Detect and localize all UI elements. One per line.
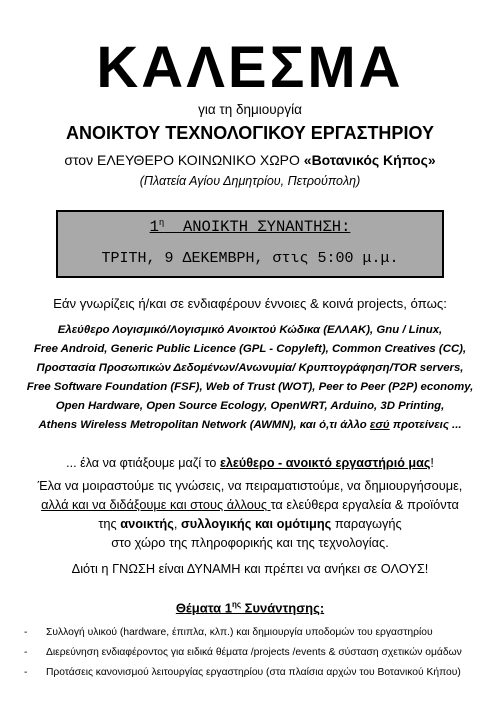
agenda-title-suffix: Συνάντησης: xyxy=(241,600,325,616)
agenda-item xyxy=(24,666,461,680)
topic-last-prefix: Athens Wireless Metropolitan Network (AWMN), και ό,τι άλλο xyxy=(38,419,370,431)
agenda-item xyxy=(24,626,433,640)
paragraph-line-2-rest: τα ελεύθερα εργαλεία & προϊόντα xyxy=(270,497,459,512)
meeting-ordinal: 1 xyxy=(149,218,159,237)
bullet-dash: - xyxy=(24,667,28,678)
bullet-dash: - xyxy=(24,627,28,638)
topic-line: Free Software Foundation (FSF), Web of Trust (WOT), Peer to Peer (P2P) economy, xyxy=(26,381,474,393)
meeting-datetime: ΤΡΙΤΗ, 9 ΔΕΚΕΜΒΡΗ, στις 5:00 μ.μ. xyxy=(101,250,399,267)
venue-prefix: στον ΕΛΕΥΘΕΡΟ ΚΟΙΝΩΝΙΚΟ ΧΩΡΟ xyxy=(64,152,304,168)
call-prefix: ... έλα να φτιάξουμε μαζί το xyxy=(66,456,220,470)
paragraph-line-3 xyxy=(0,516,500,532)
slogan: Διότι η ΓΝΩΣΗ είναι ΔΥΝΑΜΗ και πρέπει να ανήκει σε ΟΛΟΥΣ! xyxy=(71,561,429,576)
paragraph-part: της xyxy=(98,516,121,531)
call-emphasis: ελεύθερο - ανοικτό εργαστήριό μας xyxy=(219,456,431,470)
agenda-item xyxy=(24,646,462,660)
meeting-label: ΑΝΟΙΚΤΗ ΣΥΝΑΝΤΗΣΗ: xyxy=(182,218,351,237)
agenda-title-prefix: Θέματα 1 xyxy=(175,600,233,616)
agenda-item-text: Προτάσεις κανονισμού λειτουργίας εργαστηρίου (στα πλαίσια αρχών του Βοτανικού Κήπου) xyxy=(46,667,461,678)
agenda-title xyxy=(0,597,500,616)
agenda-item-text: Συλλογή υλικού (hardware, έπιπλα, κλπ.) και δημιουργία υποδομών του εργαστηρίου xyxy=(46,627,433,638)
topic-last-suffix: προτείνεις ... xyxy=(389,419,462,431)
topic-last-emph: εσύ xyxy=(369,419,390,431)
subtitle-line-2: ΑΝΟΙΚΤΟΥ ΤΕΧΝΟΛΟΓΙΚΟΥ ΕΡΓΑΣΤΗΡΙΟΥ xyxy=(66,123,434,143)
paragraph-bold: συλλογικής και ομότιμης xyxy=(181,516,332,531)
subtitle-line-1: για τη δημιουργία xyxy=(198,102,302,117)
paragraph-part: παραγωγής xyxy=(331,516,402,531)
intro-text: Εάν γνωρίζεις ή/και σε ενδιαφέρουν έννοιες & κοινά projects, όπως: xyxy=(53,296,447,311)
topic-line: Προστασία Προσωπικών Δεδομένων/Ανωνυμία/ Κρυπτογράφηση/TOR servers, xyxy=(36,362,464,374)
call-suffix: ! xyxy=(430,456,434,470)
bullet-dash: - xyxy=(24,647,28,658)
topic-line: Open Hardware, Open Source Ecology, OpenWRT, Arduino, 3D Printing, xyxy=(55,400,445,412)
paragraph-bold: ανοικτής xyxy=(120,516,174,531)
paragraph-line-4: στο χώρο της πληροφορικής και της τεχνολογίας. xyxy=(111,535,389,550)
meeting-ordinal-sup: η xyxy=(158,218,165,228)
meeting-box xyxy=(56,210,444,278)
subtitle-line-3 xyxy=(0,151,500,169)
topic-line: Ελεύθερο Λογισμικό/Λογισμικό Ανοικτού Κώδικα (ΕΛΛΑΚ), Gnu / Linux, xyxy=(57,324,443,336)
topic-line: Free Android, Generic Public Licence (GPL - Copyleft), Common Creatives (CC), xyxy=(33,343,467,355)
agenda-item-text: Διερεύνηση ενδιαφέροντος για ειδικά θέματα /projects /events & σύσταση σχετικών ομάδων xyxy=(46,647,462,658)
paragraph-line-2 xyxy=(0,497,500,513)
paragraph-underlined: αλλά και να διδάξουμε και στους άλλους xyxy=(41,497,271,512)
paragraph-line-1: Έλα να μοιραστούμε τις γνώσεις, να πειραματιστούμε, να δημιουργήσουμε, xyxy=(37,478,463,493)
topic-line-last xyxy=(0,417,500,433)
agenda-title-sup: ης xyxy=(232,600,242,609)
call-to-action xyxy=(0,455,500,471)
flyer-title: ΚΑΛΕΣΜΑ xyxy=(96,35,404,100)
venue-name: «Βοτανικός Κήπος» xyxy=(303,152,436,168)
location-text: (Πλατεία Αγίου Δημητρίου, Πετρούπολη) xyxy=(139,174,361,188)
meeting-heading xyxy=(58,218,442,236)
paragraph-part: , xyxy=(173,516,182,531)
